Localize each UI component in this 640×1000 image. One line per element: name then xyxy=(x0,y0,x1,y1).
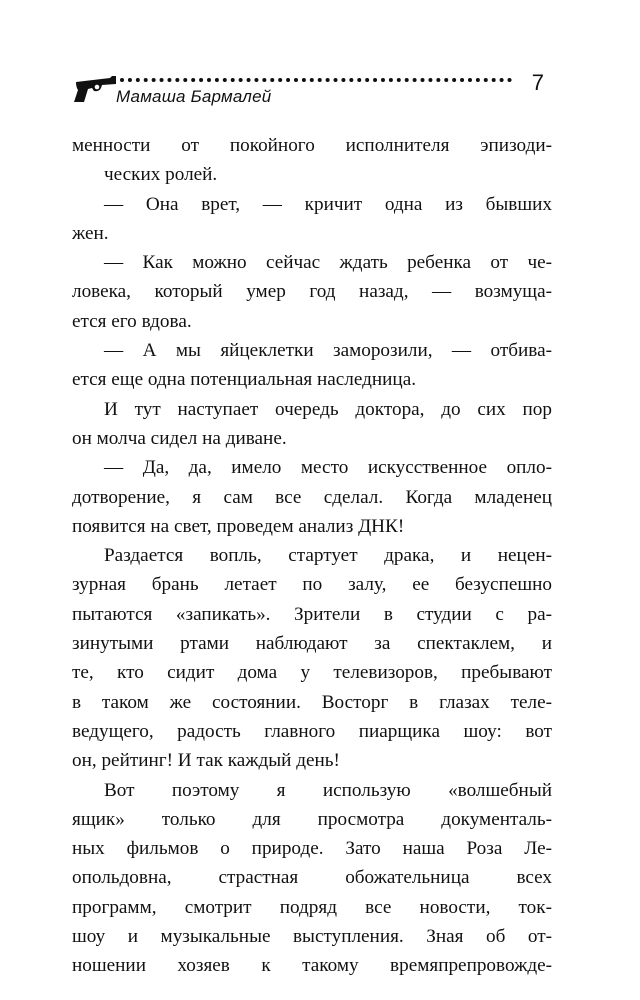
text-line: ческих ролей. xyxy=(104,164,218,186)
text-line: ящик» только для просмотра документаль- xyxy=(72,808,552,830)
text-line: — Она врет, — кричит одна из бывших xyxy=(104,193,552,215)
text-line: ведущего, радость главного пиарщика шоу: вот xyxy=(72,720,552,742)
text-line: Вот поэтому я использую «волшебный xyxy=(104,779,552,801)
text-line: в таком же состоянии. Восторг в глазах теле- xyxy=(72,691,552,713)
text-line: он, рейтинг! И так каждый день! xyxy=(72,750,340,772)
text-line: зурная брань летает по залу, ее безуспешно xyxy=(72,574,552,596)
text-line: ловека, который умер год назад, — возмуща- xyxy=(72,281,552,303)
header-dotted-rule xyxy=(120,78,512,82)
text-line: программ, смотрит подряд все новости, ток- xyxy=(72,896,552,918)
text-line: ется еще одна потенциальная наследница. xyxy=(72,369,417,391)
revolver-icon xyxy=(72,72,122,106)
text-line: дотворение, я сам все сделал. Когда младенец xyxy=(72,486,552,508)
running-title: Мамаша Бармалей xyxy=(116,87,272,106)
text-line: ется его вдова. xyxy=(72,310,192,332)
page-number: 7 xyxy=(531,70,544,95)
text-line: опольдовна, страстная обожательница всех xyxy=(72,867,552,889)
text-line: И тут наступает очередь доктора, до сих пор xyxy=(104,398,552,420)
text-line: менности от покойного исполнителя эпизоди- xyxy=(72,135,552,156)
page-header xyxy=(72,64,552,108)
text-line: шоу и музыкальные выступления. Зная об от- xyxy=(72,926,552,948)
body-text xyxy=(72,131,552,981)
text-line: те, кто сидит дома у телевизоров, пребывают xyxy=(72,662,552,684)
text-line: он молча сидел на диване. xyxy=(72,427,287,449)
text-line: ношении хозяев к такому времяпрепровожде- xyxy=(72,955,552,977)
text-line: Раздается вопль, стартует драка, и нецен- xyxy=(104,545,552,567)
text-line: ных фильмов о природе. Зато наша Роза Ле- xyxy=(72,838,552,860)
text-line: — Да, да, имело место искусственное опло- xyxy=(104,457,552,479)
text-line: зинутыми ртами наблюдают за спектаклем, и xyxy=(72,633,552,655)
text-line: появится на свет, проведем анализ ДНК! xyxy=(72,515,405,537)
text-line: жен. xyxy=(72,222,109,244)
text-line: — А мы яйцеклетки заморозили, — отбива- xyxy=(104,340,552,362)
text-line: пытаются «запикать». Зрители в студии с ра- xyxy=(72,603,552,625)
text-line: — Как можно сейчас ждать ребенка от че- xyxy=(104,252,552,274)
